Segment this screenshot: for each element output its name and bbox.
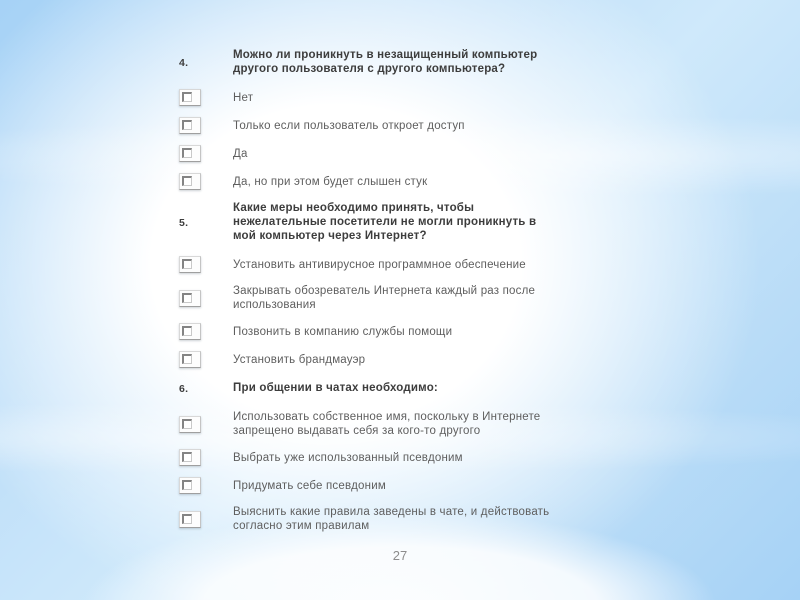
- question-text: При общении в чатах необходимо:: [233, 382, 438, 394]
- question-number: 5.: [179, 217, 189, 229]
- question-number: 4.: [179, 57, 189, 69]
- answer-checkbox[interactable]: [179, 256, 201, 273]
- answer-option-row: [176, 256, 586, 273]
- checkbox-gutter: [176, 256, 233, 273]
- checkbox-gutter: [176, 416, 233, 433]
- checkbox-gutter: [176, 173, 233, 190]
- checkbox-gutter: [176, 89, 233, 106]
- question-number: 6.: [179, 383, 189, 395]
- answer-checkbox[interactable]: [179, 117, 201, 134]
- answer-option-row: [176, 449, 586, 466]
- checkbox-gutter: [176, 117, 233, 134]
- question-number-gutter: [176, 213, 233, 231]
- question-block: [176, 48, 586, 190]
- answer-option-row: [176, 323, 586, 340]
- answer-checkbox[interactable]: [179, 511, 201, 528]
- answer-checkbox[interactable]: [179, 173, 201, 190]
- answer-option-label: Придумать себе псевдоним: [233, 479, 386, 492]
- answer-option-label: Использовать собственное имя, поскольку в Интернете запрещено выдавать себя за кого-то другого: [233, 411, 541, 437]
- answer-option-label: Установить антивирусное программное обеспечение: [233, 258, 526, 271]
- checkbox-gutter: [176, 511, 233, 528]
- answer-checkbox[interactable]: [179, 145, 201, 162]
- answer-checkbox[interactable]: [179, 449, 201, 466]
- question-number-gutter: [176, 379, 233, 397]
- answer-option-row: [176, 477, 586, 494]
- answer-option-label: Нет: [233, 91, 254, 104]
- answer-checkbox[interactable]: [179, 416, 201, 433]
- answer-option-row: [176, 410, 586, 438]
- question-text: Можно ли проникнуть в незащищенный компьютер другого пользователя с другого компьютера?: [233, 49, 538, 75]
- answer-option-label: Да, но при этом будет слышен стук: [233, 175, 428, 188]
- slide-page-number: 27: [392, 548, 408, 563]
- answer-option-label: Выяснить какие правила заведены в чате, и действовать согласно этим правилам: [233, 506, 550, 532]
- checkbox-gutter: [176, 449, 233, 466]
- answer-option-row: [176, 145, 586, 162]
- question-number-gutter: [176, 53, 233, 71]
- question-header: [176, 201, 586, 243]
- answer-option-label: Позвонить в компанию службы помощи: [233, 325, 453, 338]
- answer-checkbox[interactable]: [179, 323, 201, 340]
- question-block: [176, 379, 586, 533]
- answer-option-label: Выбрать уже использованный псевдоним: [233, 451, 463, 464]
- checkbox-gutter: [176, 323, 233, 340]
- checkbox-gutter: [176, 145, 233, 162]
- answer-option-label: Установить брандмауэр: [233, 353, 366, 366]
- answer-option-row: [176, 351, 586, 368]
- checkbox-gutter: [176, 290, 233, 307]
- checkbox-gutter: [176, 477, 233, 494]
- answer-option-row: [176, 173, 586, 190]
- quiz-content: [176, 48, 586, 544]
- answer-checkbox[interactable]: [179, 351, 201, 368]
- answer-option-label: Да: [233, 147, 248, 160]
- answer-checkbox[interactable]: [179, 89, 201, 106]
- question-text: Какие меры необходимо принять, чтобы нежелательные посетители не могли проникнуть в мой компьютер через Интернет?: [233, 202, 537, 242]
- answer-option-row: [176, 89, 586, 106]
- question-header: [176, 48, 586, 76]
- answer-option-row: [176, 117, 586, 134]
- answer-checkbox[interactable]: [179, 290, 201, 307]
- question-header: [176, 379, 586, 397]
- answer-option-row: [176, 505, 586, 533]
- answer-option-label: Закрывать обозреватель Интернета каждый раз после использования: [233, 285, 536, 311]
- answer-option-label: Только если пользователь откроет доступ: [233, 119, 465, 132]
- question-block: [176, 201, 586, 368]
- checkbox-gutter: [176, 351, 233, 368]
- answer-checkbox[interactable]: [179, 477, 201, 494]
- answer-option-row: [176, 284, 586, 312]
